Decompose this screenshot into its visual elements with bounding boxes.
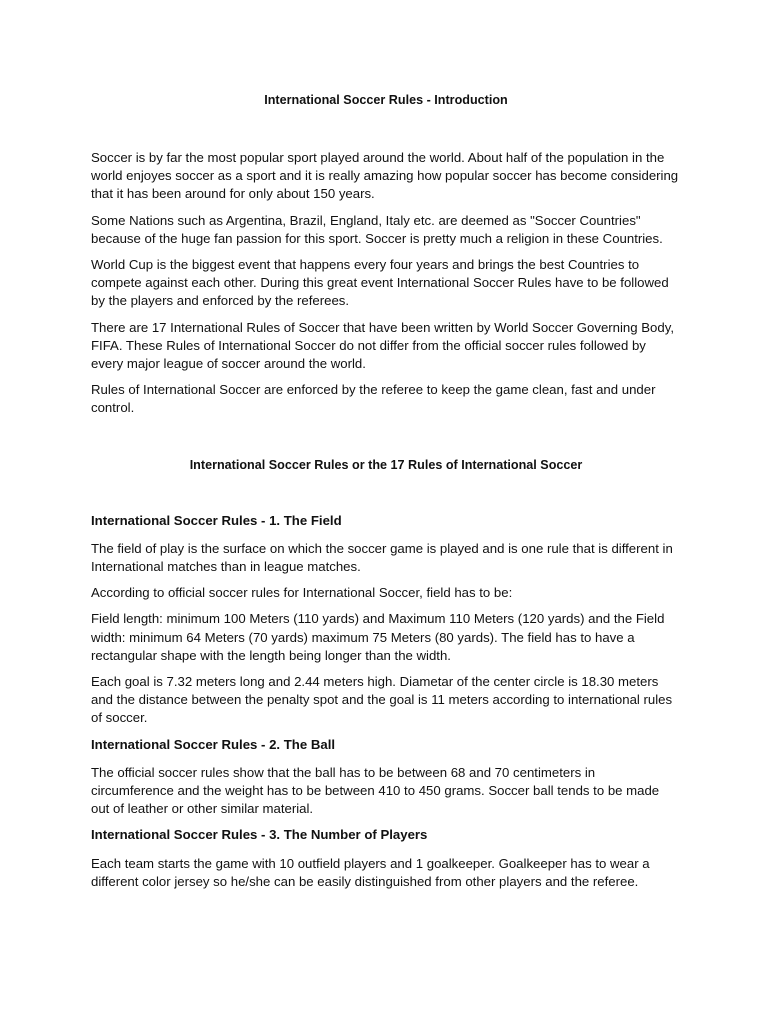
intro-title: International Soccer Rules - Introduction [264, 93, 508, 107]
intro-paragraph: Some Nations such as Argentina, Brazil, England, Italy etc. are deemed as "Soccer Countries" because of the huge fan passion for this sport. Soccer is pretty much a religion in these Countries. [91, 212, 663, 246]
intro-paragraph: Rules of International Soccer are enforced by the referee to keep the game clean, fast and under control. [91, 382, 656, 416]
intro-paragraph: Soccer is by far the most popular sport played around the world. About half of the population in the world enjoyes soccer as a sport and it is really amazing how popular soccer has become considering that it has been around for only about 150 years. [91, 150, 679, 202]
rule1-paragraph: According to official soccer rules for International Soccer, field has to be: [91, 585, 513, 601]
rule1-heading: International Soccer Rules - 1. The Field [91, 512, 342, 528]
document-page [91, 91, 681, 899]
rule1-paragraph: Each goal is 7.32 meters long and 2.44 meters high. Diametar of the center circle is 18.30 meters and the distance between the penalty spot and the goal is 11 meters according to international rules of soccer. [91, 674, 673, 726]
rule2-heading: International Soccer Rules - 2. The Ball [91, 736, 336, 752]
intro-paragraph: World Cup is the biggest event that happens every four years and brings the best Countries to compete against each other. During this great event International Soccer Rules have to be followed by the players and enforced by the referees. [91, 257, 669, 309]
rules-section-title: International Soccer Rules or the 17 Rules of International Soccer [189, 457, 583, 472]
intro-paragraph: There are 17 International Rules of Soccer that have been written by World Soccer Governing Body, FIFA. These Rules of International Soccer do not differ from the official soccer rules followed by every major league of soccer around the world. [91, 319, 675, 372]
rule1-paragraph: Field length: minimum 100 Meters (110 yards) and Maximum 110 Meters (120 yards) and the Field width: minimum 64 Meters (70 yards) maximum 75 Meters (80 yards). The field has to have a rectangular shape with the length being longer than the width. [91, 611, 665, 663]
rule2-paragraph: The official soccer rules show that the ball has to be between 68 and 70 centimeters in circumference and the weight has to be between 410 to 450 grams. Soccer ball tends to be made out of leather or other similar material. [91, 764, 660, 817]
rule3-paragraph: Each team starts the game with 10 outfield players and 1 goalkeeper. Goalkeeper has to wear a different color jersey so he/she can be easily distinguished from other players and the referee. [91, 855, 650, 889]
rule3-heading: International Soccer Rules - 3. The Number of Players [91, 827, 428, 843]
rule1-paragraph: The field of play is the surface on which the soccer game is played and is one rule that is different in International matches than in league matches. [91, 540, 673, 575]
